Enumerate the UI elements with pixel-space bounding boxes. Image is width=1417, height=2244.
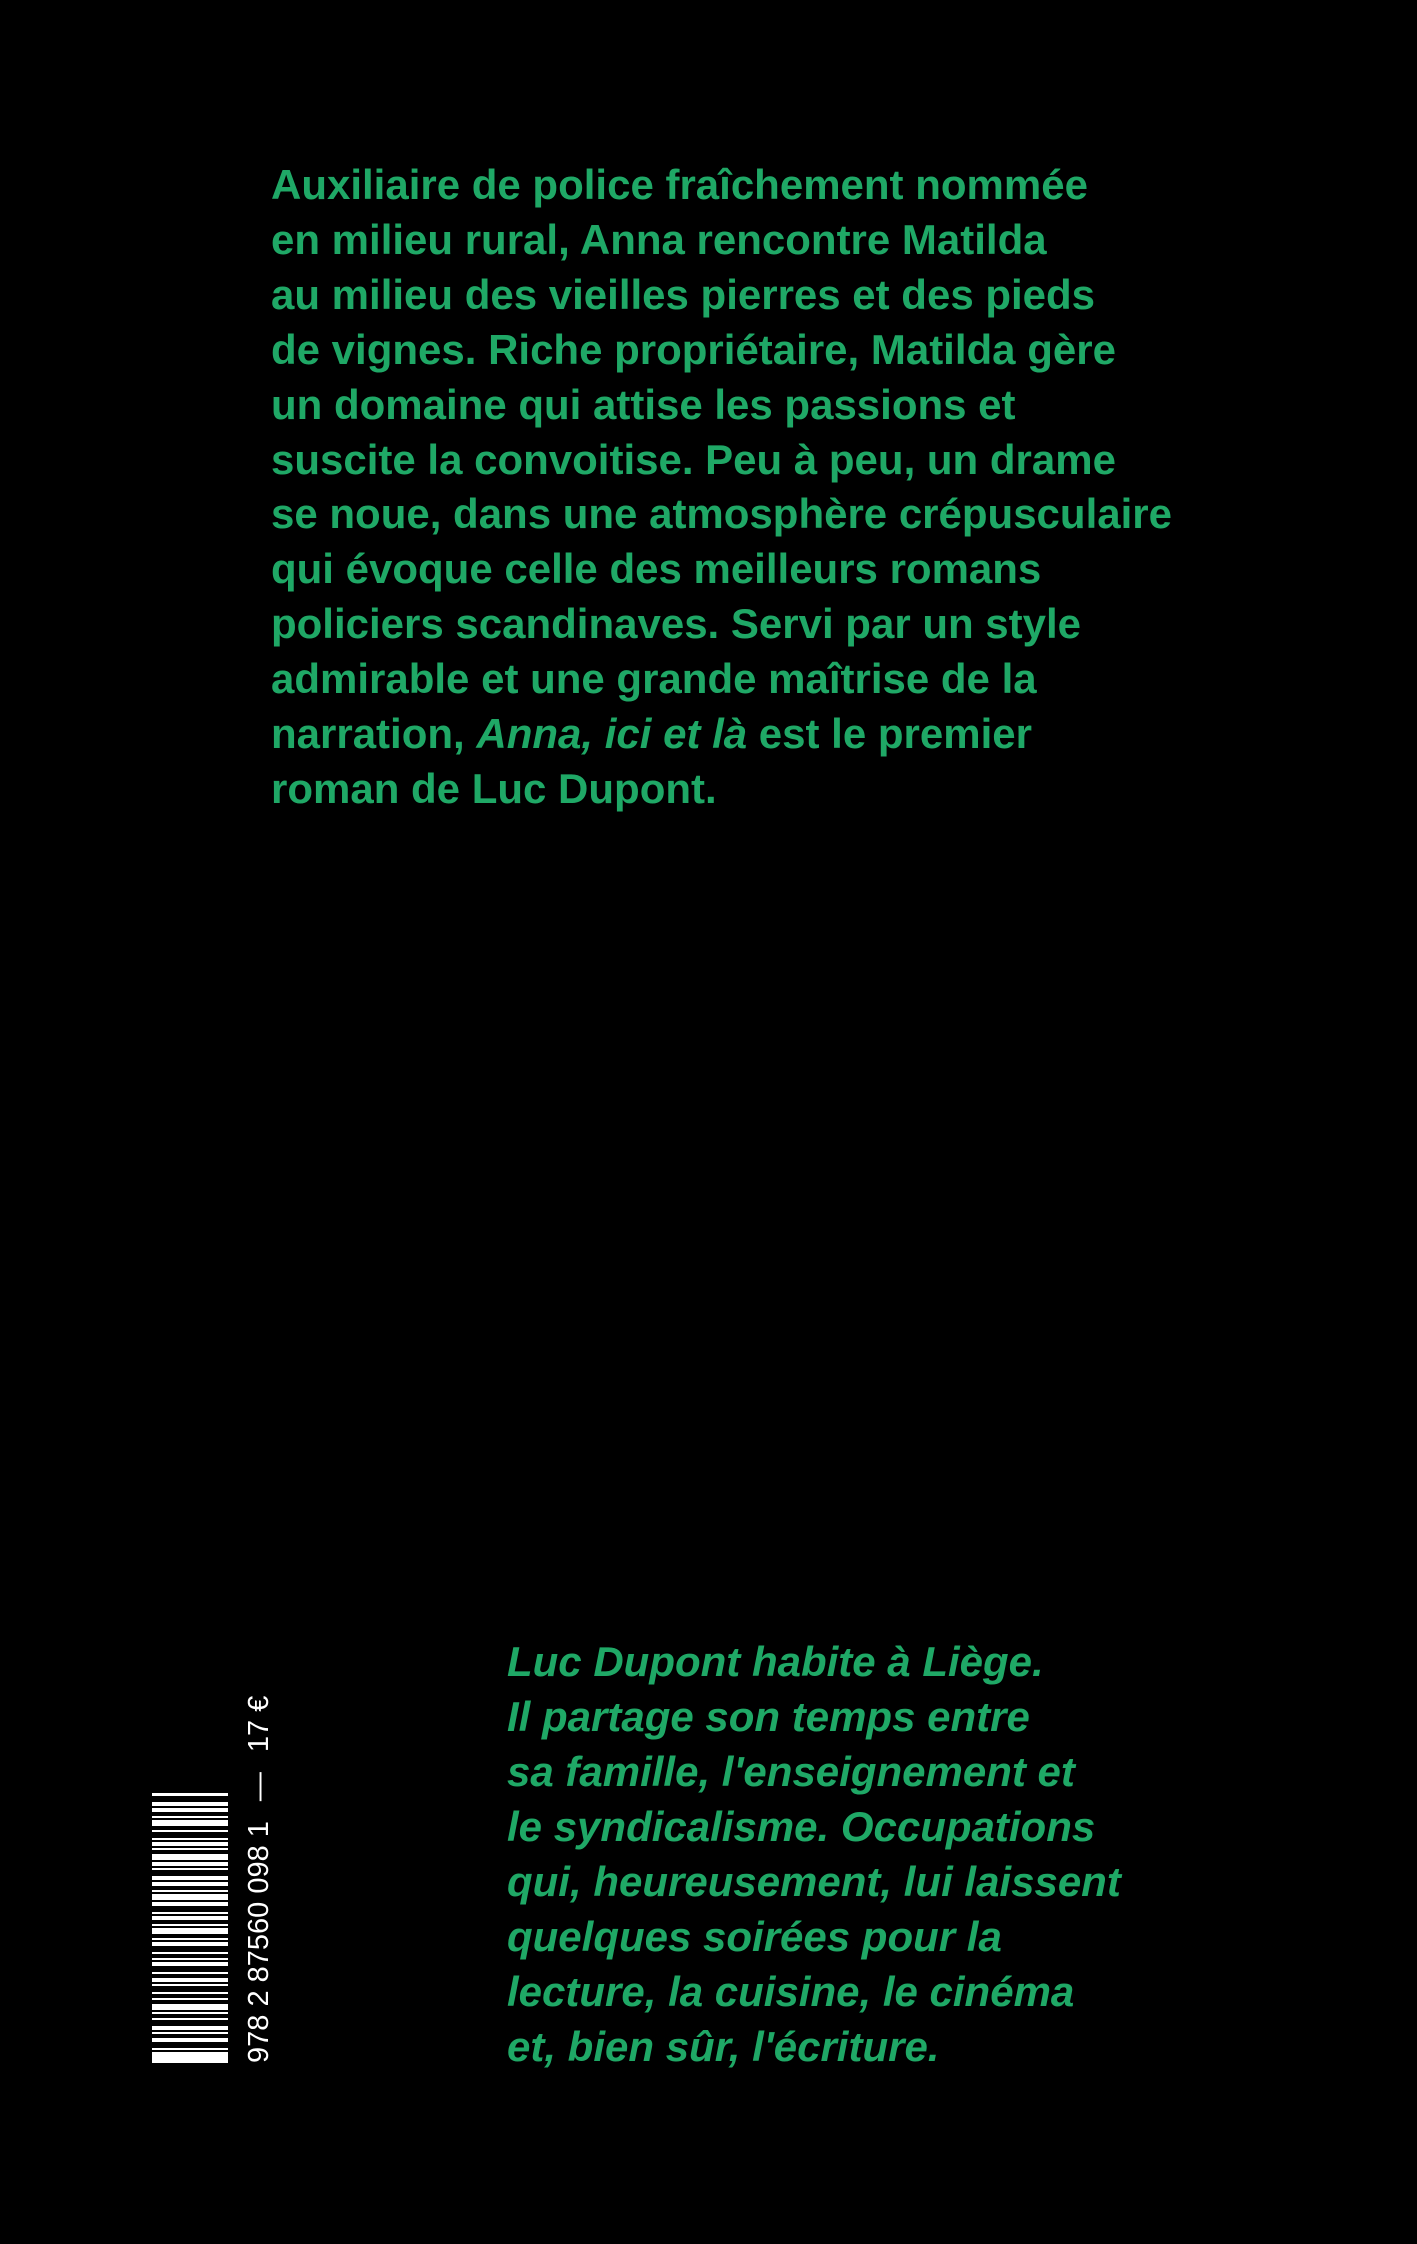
blurb-line: de vignes. Riche propriétaire, Matilda gère [271,325,1116,373]
bio-line: sa famille, l'enseignement et [507,1748,1075,1795]
barcode-bar [152,2042,228,2048]
blurb-line: un domaine qui attise les passions et [271,380,1016,428]
separator-dash: — [243,1772,275,1802]
barcode-bar [152,1832,228,1838]
barcode-bar [152,1850,228,1854]
blurb-line [271,707,1291,762]
barcode-bar [152,1860,228,1862]
barcode-bar [152,1866,228,1868]
author-bio [507,1634,1327,2074]
barcode-bar [152,1940,228,1942]
barcode-bar [152,2000,228,2004]
barcode-bar [152,1934,228,1938]
bio-line: lecture, la cuisine, le cinéma [507,1968,1075,2015]
barcode-bar [152,1812,228,1816]
barcode-bar [152,1796,228,1802]
bio-line: Luc Dupont habite à Liège. [507,1638,1044,1685]
barcode-bar [152,1994,228,1998]
blurb-text: narration, [271,710,477,758]
barcode-bar [152,1886,228,1890]
barcode-bar [152,1926,228,1928]
barcode-bar [152,1914,228,1916]
bio-line: Il partage son temps entre [507,1693,1030,1740]
isbn-price-line [242,1696,276,2063]
barcode-bar [152,2010,228,2012]
barcode-bar [152,1892,228,1894]
bio-line: qui, heureusement, lui laissent [507,1858,1121,1905]
blurb-line: Auxiliaire de police fraîchement nommée [271,161,1088,208]
barcode-bar [152,1960,228,1962]
blurb-paragraph [271,158,1291,817]
barcode-bar [152,1906,228,1912]
barcode-bar [152,2020,228,2026]
blurb-line: roman de Luc Dupont. [271,764,717,812]
blurb-line: policiers scandinaves. Servi par un style [271,600,1082,648]
barcode-bar [152,1954,228,1958]
barcode-bar [152,2014,228,2018]
bio-line: quelques soirées pour la [507,1913,1002,1960]
blurb-text: est le premier [747,710,1032,758]
bio-line: et, bien sûr, l'écriture. [507,2023,940,2070]
barcode-bar [152,1966,228,1972]
isbn-barcode [152,1793,228,2063]
blurb-line: en milieu rural, Anna rencontre Matilda [271,215,1047,263]
barcode-bar [152,1986,228,1992]
bio-line: le syndicalisme. Occupations [507,1803,1096,1850]
barcode-bar [152,1826,228,1830]
barcode-bar [152,1846,228,1848]
barcode-bar [152,1818,228,1820]
barcode-bar [152,1974,228,1978]
barcode-bar [152,2030,228,2032]
price-label: 17 € [243,1695,275,1753]
barcode-bar [152,1840,228,1842]
barcode-bar [152,2050,228,2052]
barcode-bar [152,1946,228,1952]
barcode-bar [152,1900,228,1902]
barcode-bar [152,1982,228,1984]
blurb-line: se noue, dans une atmosphère crépusculaire [271,490,1172,538]
barcode-bar [152,1920,228,1924]
isbn-number: 978 2 87560 098 1 [243,1821,275,2063]
blurb-line: au milieu des vieilles pierres et des pieds [271,270,1096,318]
barcode-bar [152,1806,228,1808]
barcode-bar [152,2034,228,2038]
barcode-bar [152,1880,228,1882]
blurb-line: admirable et une grande maîtrise de la [271,655,1037,703]
barcode-bar [152,1870,228,1876]
book-title: Anna, ici et là [476,710,748,758]
blurb-line: qui évoque celle des meilleurs romans [271,545,1042,593]
blurb-line: suscite la convoitise. Peu à peu, un drame [271,435,1116,483]
